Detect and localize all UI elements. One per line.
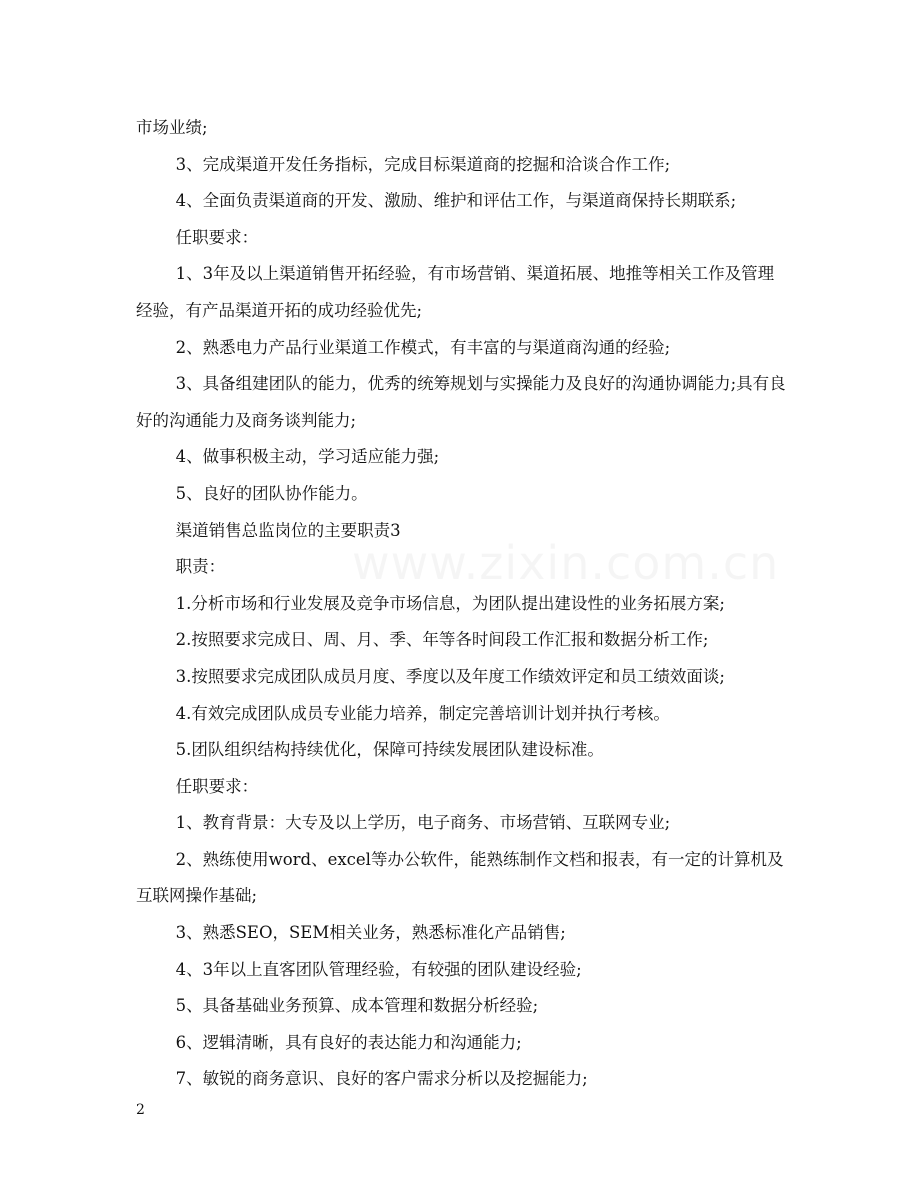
paragraph: 4、3年以上直客团队管理经验，有较强的团队建设经验; [175, 959, 582, 979]
paragraph: 6、逻辑清晰，具有良好的表达能力和沟通能力; [175, 1032, 522, 1052]
paragraph: 2、熟悉电力产品行业渠道工作模式，有丰富的与渠道商沟通的经验; [175, 337, 671, 357]
paragraph: 1.分析市场和行业发展及竞争市场信息，为团队提出建设性的业务拓展方案; [175, 593, 725, 613]
paragraph: 3、完成渠道开发任务指标，完成目标渠道商的挖掘和洽谈合作工作; [175, 154, 671, 174]
paragraph: 职责： [175, 557, 226, 577]
paragraph: 3、熟悉SEO，SEM相关业务，熟悉标准化产品销售; [175, 923, 566, 943]
paragraph: 5、具备基础业务预算、成本管理和数据分析经验; [175, 996, 539, 1016]
paragraph: 5.团队组织结构持续优化，保障可持续发展团队建设标准。 [175, 740, 604, 760]
paragraph: 渠道销售总监岗位的主要职责3 [175, 520, 401, 540]
paragraph: 1、3年及以上渠道销售开拓经验，有市场营销、渠道拓展、地推等相关工作及管理经验，有产品渠道开拓的成功经验优先; [136, 264, 775, 320]
paragraph: 4、全面负责渠道商的开发、激励、维护和评估工作，与渠道商保持长期联系; [175, 191, 737, 211]
paragraph: 4.有效完成团队成员专业能力培养，制定完善培训计划并执行考核。 [175, 703, 670, 723]
paragraph: 4、做事积极主动，学习适应能力强; [175, 447, 440, 467]
paragraph: 2.按照要求完成日、周、月、季、年等各时间段工作汇报和数据分析工作; [175, 630, 709, 650]
paragraph: 2、熟练使用word、excel等办公软件，能熟练制作文档和报表，有一定的计算机及互联网操作基础; [136, 849, 784, 906]
paragraph: 1、教育背景：大专及以上学历，电子商务、市场营销、互联网专业; [175, 813, 671, 833]
document-body [136, 110, 788, 1098]
paragraph: 市场业绩; [136, 118, 208, 137]
paragraph: 7、敏锐的商务意识、良好的客户需求分析以及挖掘能力; [175, 1069, 588, 1089]
paragraph: 3、具备组建团队的能力，优秀的统筹规划与实操能力及良好的沟通协调能力;具有良好的沟通能力及商务谈判能力; [136, 374, 786, 430]
paragraph: 任职要求： [175, 227, 259, 247]
page-number: 2 [136, 1102, 145, 1118]
paragraph: 3.按照要求完成团队成员月度、季度以及年度工作绩效评定和员工绩效面谈; [175, 666, 725, 686]
paragraph: 任职要求： [175, 776, 259, 796]
paragraph: 5、良好的团队协作能力。 [175, 483, 368, 503]
